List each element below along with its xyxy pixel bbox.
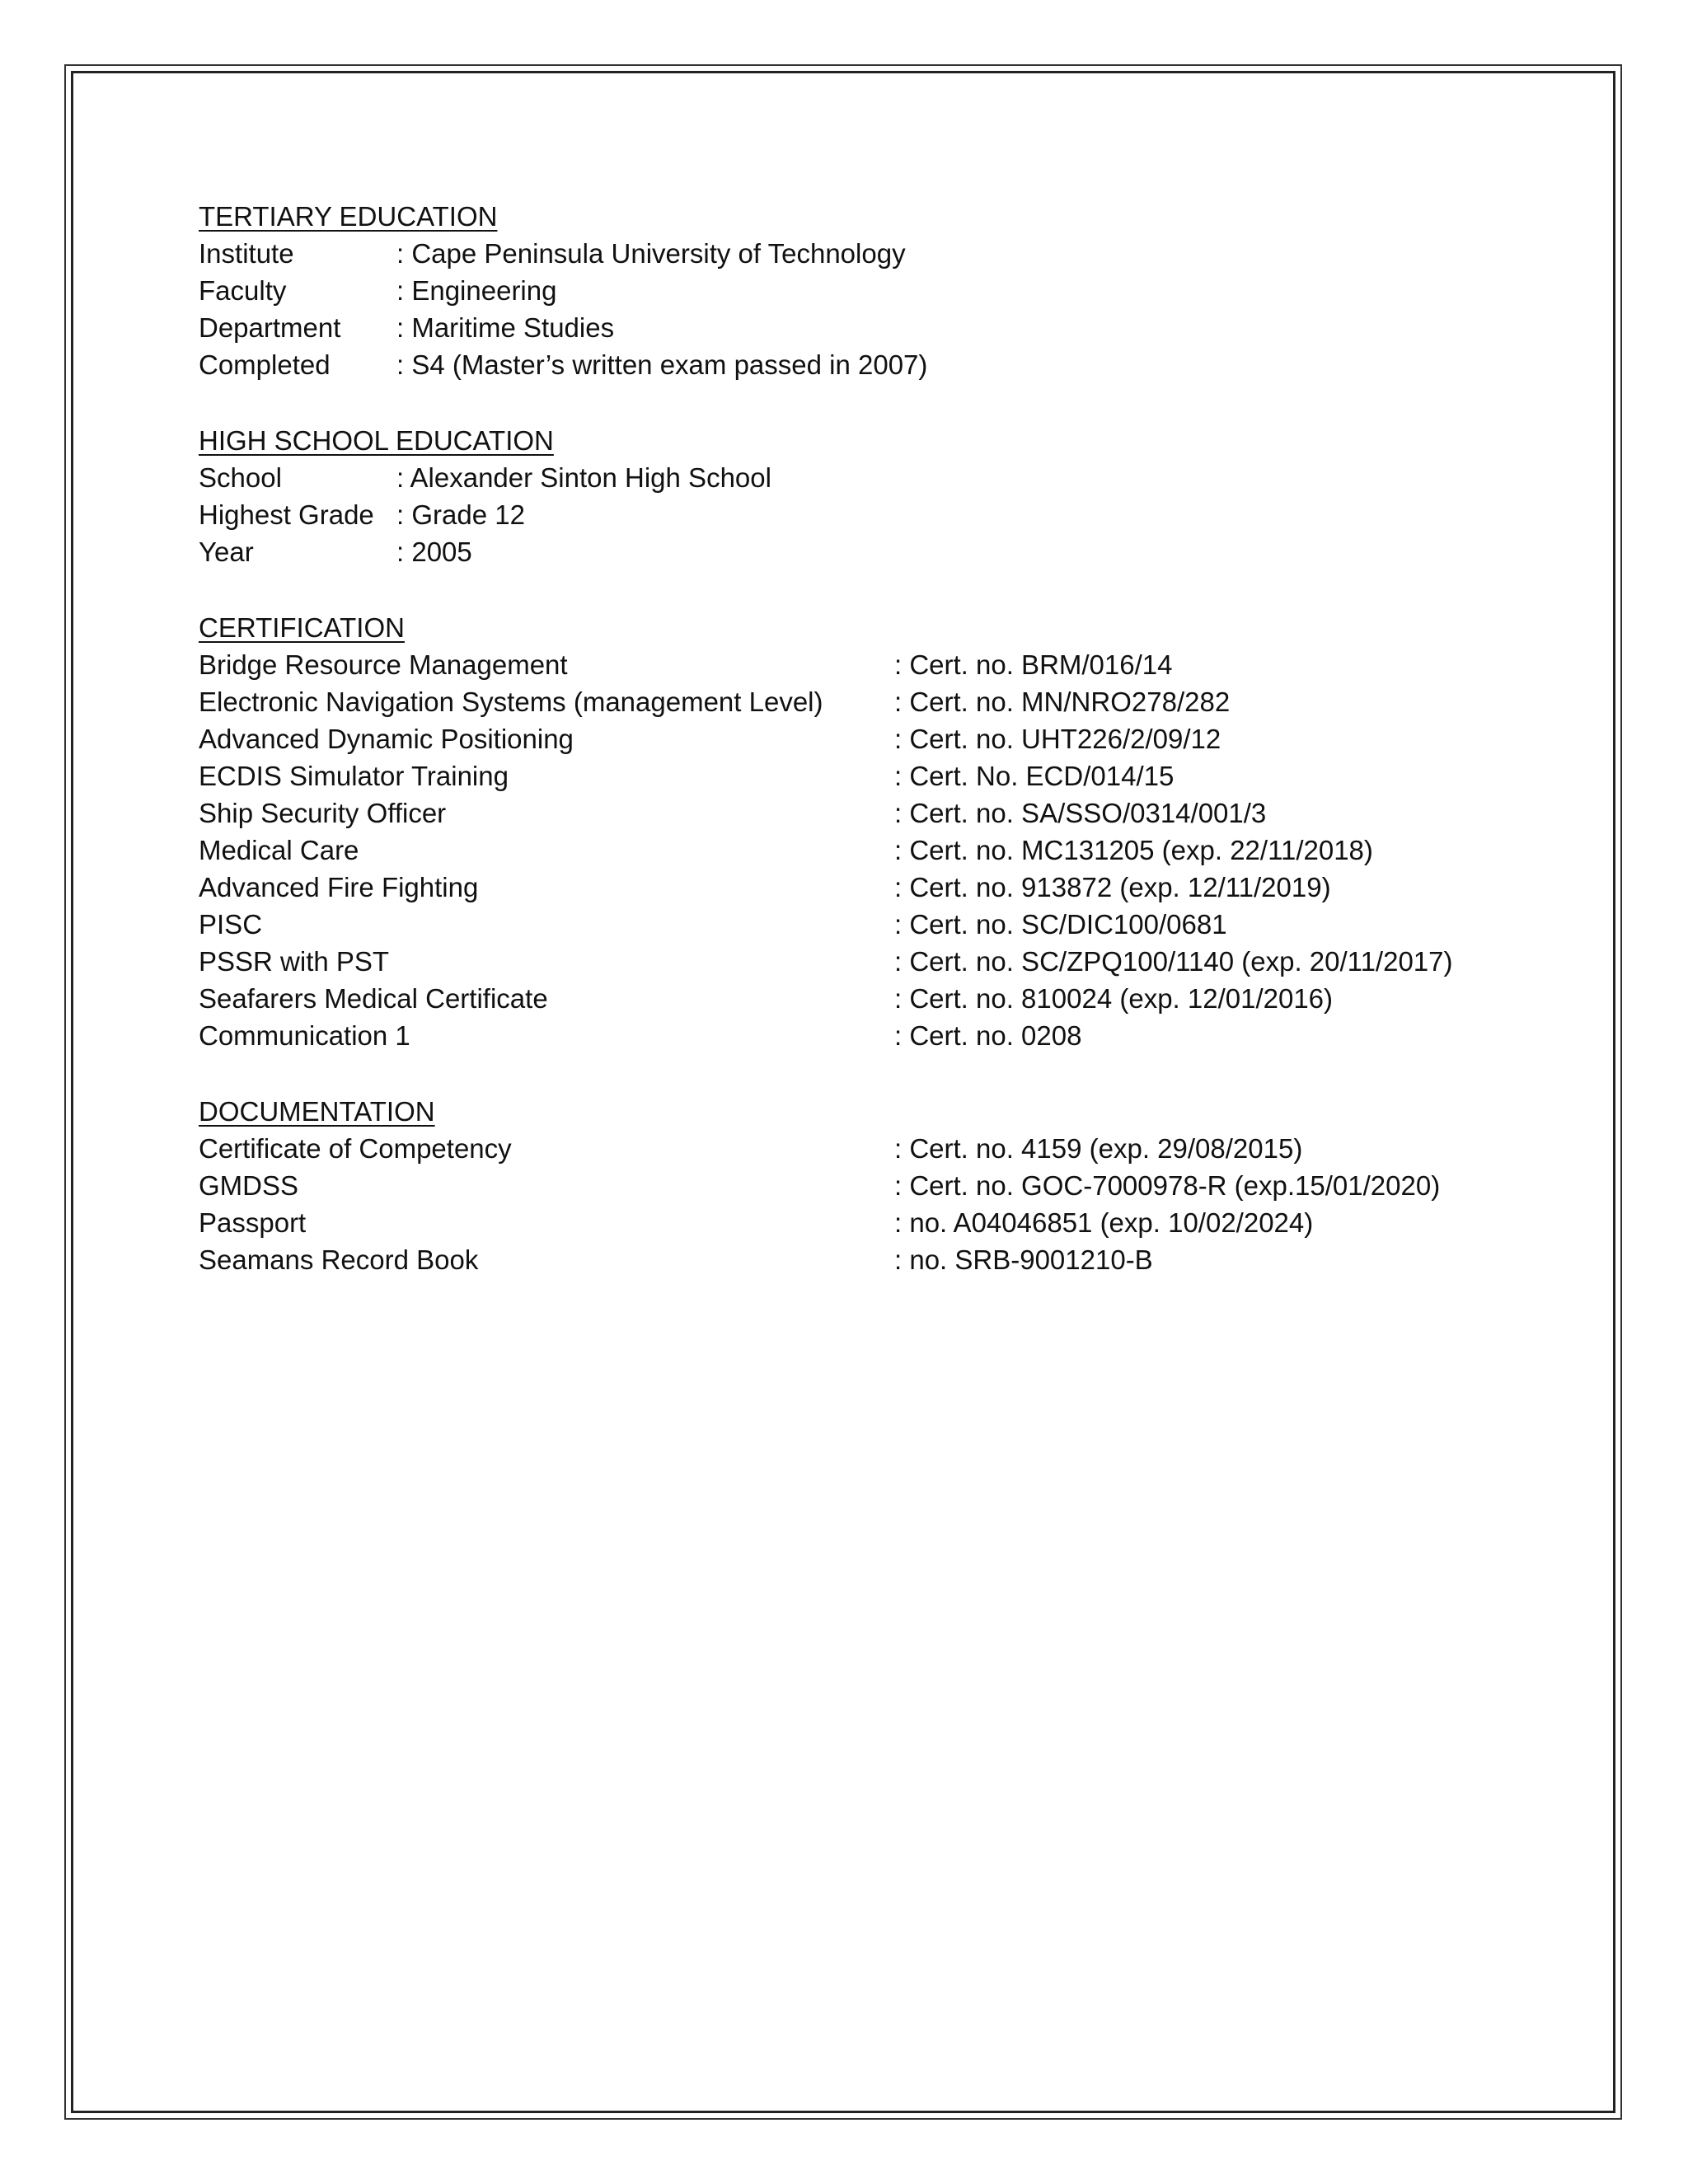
field-value: : Engineering (396, 275, 557, 306)
doc-value: : Cert. no. 4159 (exp. 29/08/2015) (894, 1133, 1303, 1164)
cert-value: : Cert. no. SC/ZPQ100/1140 (exp. 20/11/2017) (894, 946, 1453, 977)
section-title: DOCUMENTATION (199, 1096, 435, 1127)
field-value: : 2005 (396, 537, 472, 567)
field-label: School (199, 462, 282, 493)
doc-value: : Cert. no. GOC-7000978-R (exp.15/01/2020) (894, 1170, 1441, 1201)
document-content (199, 198, 1534, 1317)
doc-row (199, 1204, 1534, 1241)
cert-value: : Cert. no. UHT226/2/09/12 (894, 724, 1221, 754)
cert-value: : Cert. no. SC/DIC100/0681 (894, 909, 1227, 940)
cert-value: : Cert. no. 0208 (894, 1020, 1082, 1051)
field-label: Institute (199, 238, 294, 269)
certification-section (199, 609, 1534, 1054)
cert-row (199, 980, 1534, 1017)
field-value: : Cape Peninsula University of Technology (396, 238, 906, 269)
cert-value: : Cert. no. SA/SSO/0314/001/3 (894, 798, 1267, 828)
field-label: Department (199, 312, 341, 343)
field-value: : Alexander Sinton High School (396, 462, 771, 493)
field-label: Year (199, 537, 254, 567)
cert-value: : Cert. no. MN/NRO278/282 (894, 687, 1231, 717)
cert-row (199, 1017, 1534, 1054)
section-title: HIGH SCHOOL EDUCATION (199, 425, 554, 456)
cert-row (199, 757, 1534, 794)
field-row (199, 272, 1534, 309)
cert-label: PISC (199, 909, 263, 940)
doc-label: Seamans Record Book (199, 1244, 479, 1275)
doc-label: Passport (199, 1207, 307, 1238)
doc-label: Certificate of Competency (199, 1133, 512, 1164)
field-row (199, 309, 1534, 346)
cert-row (199, 683, 1534, 720)
high-school-education-section (199, 422, 1534, 570)
field-row (199, 459, 1534, 496)
cert-label: Advanced Fire Fighting (199, 872, 479, 902)
cert-label: Electronic Navigation Systems (management Level) (199, 687, 823, 717)
doc-row (199, 1241, 1534, 1278)
cert-row (199, 832, 1534, 869)
field-row (199, 533, 1534, 570)
cert-label: Medical Care (199, 835, 359, 865)
cert-label: Seafarers Medical Certificate (199, 983, 548, 1014)
cert-label: Advanced Dynamic Positioning (199, 724, 574, 754)
field-label: Faculty (199, 275, 287, 306)
cert-value: : Cert. no. 810024 (exp. 12/01/2016) (894, 983, 1334, 1014)
cert-value: : Cert. no. 913872 (exp. 12/11/2019) (894, 872, 1331, 902)
cert-row (199, 646, 1534, 683)
cert-value: : Cert. No. ECD/014/15 (894, 761, 1175, 791)
cert-value: : Cert. no. BRM/016/14 (894, 649, 1173, 680)
documentation-section (199, 1093, 1534, 1278)
doc-value: : no. A04046851 (exp. 10/02/2024) (894, 1207, 1314, 1238)
section-title: CERTIFICATION (199, 612, 405, 643)
doc-row (199, 1167, 1534, 1204)
field-value: : Grade 12 (396, 499, 525, 530)
field-label: Highest Grade (199, 499, 374, 530)
cert-label: Bridge Resource Management (199, 649, 568, 680)
doc-label: GMDSS (199, 1170, 299, 1201)
cert-label: PSSR with PST (199, 946, 390, 977)
cert-label: Ship Security Officer (199, 798, 447, 828)
doc-row (199, 1130, 1534, 1167)
cert-row (199, 794, 1534, 832)
field-value: : S4 (Master’s written exam passed in 2007) (396, 349, 928, 380)
section-title: TERTIARY EDUCATION (199, 201, 498, 232)
cert-value: : Cert. no. MC131205 (exp. 22/11/2018) (894, 835, 1373, 865)
cert-label: ECDIS Simulator Training (199, 761, 509, 791)
tertiary-education-section (199, 198, 1534, 383)
field-label: Completed (199, 349, 331, 380)
doc-value: : no. SRB-9001210-B (894, 1244, 1153, 1275)
cert-row (199, 720, 1534, 757)
cert-row (199, 869, 1534, 906)
cert-row (199, 906, 1534, 943)
cert-label: Communication 1 (199, 1020, 410, 1051)
field-row (199, 496, 1534, 533)
field-value: : Maritime Studies (396, 312, 615, 343)
cert-row (199, 943, 1534, 980)
field-row (199, 346, 1534, 383)
field-row (199, 235, 1534, 272)
